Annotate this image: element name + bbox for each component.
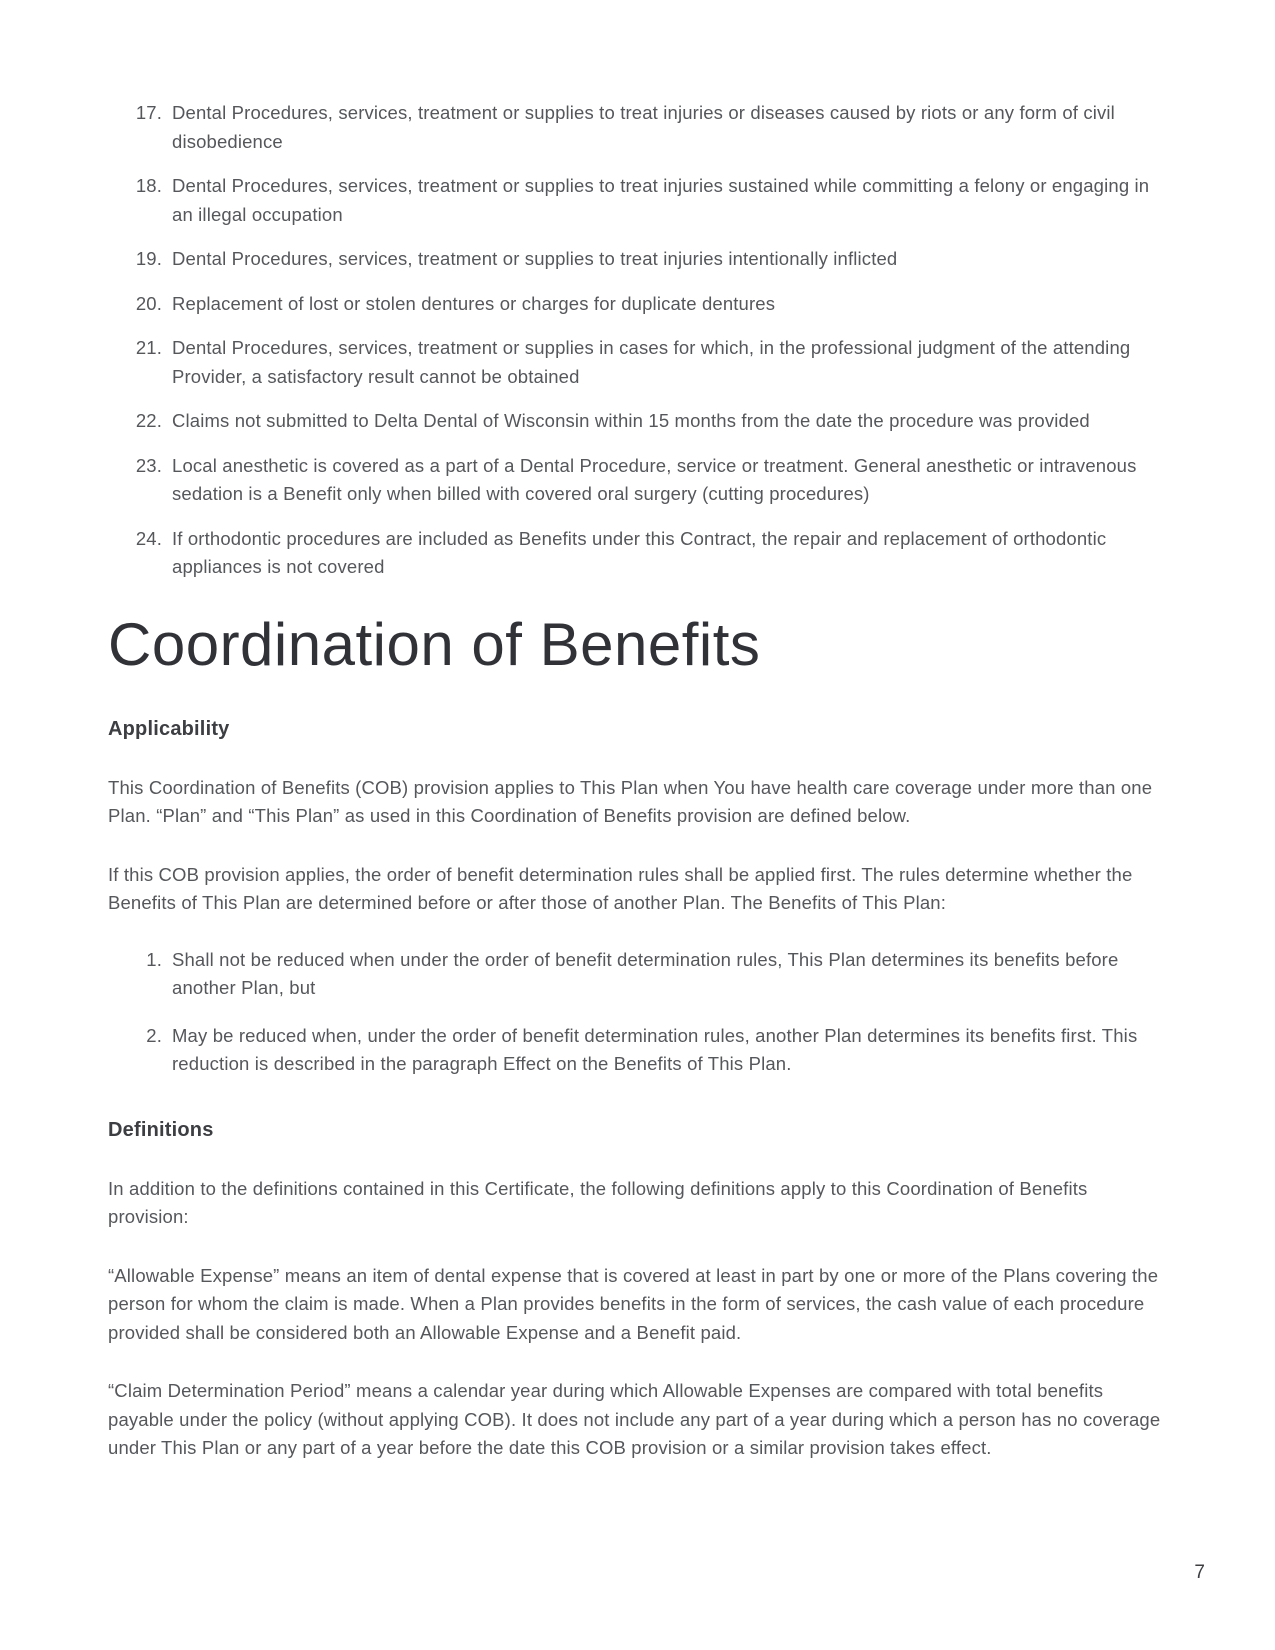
list-item (108, 245, 1167, 274)
list-item (108, 1022, 1167, 1079)
applicability-paragraph: This Coordination of Benefits (COB) provision applies to This Plan when You have health care coverage under more than one Plan. “Plan” and “This Plan” as used in this Coordination of Benefits provision are defined below. (108, 776, 1153, 826)
list-item (108, 290, 1167, 319)
list-item (108, 334, 1167, 391)
list-item-text: Dental Procedures, services, treatment or supplies to treat injuries intentionally inflicted (172, 248, 898, 269)
list-item (108, 172, 1167, 229)
list-item-text: If orthodontic procedures are included as Benefits under this Contract, the repair and replacement of orthodontic appliances is not covered (172, 527, 1107, 577)
list-item-text: Dental Procedures, services, treatment or supplies to treat injuries or diseases caused by riots or any form of civil disobedience (172, 102, 1115, 152)
definitions-paragraph: In addition to the definitions contained in this Certificate, the following definitions apply to this Coordination of Benefits provision: (108, 1177, 1088, 1227)
page-title: Coordination of Benefits (108, 610, 761, 678)
list-item-number: 17. (135, 102, 162, 123)
benefit-determination-list (108, 946, 1167, 1079)
list-item-text: Replacement of lost or stolen dentures or charges for duplicate dentures (172, 292, 776, 314)
list-item-number: 22. (135, 410, 162, 431)
list-item (108, 946, 1167, 1003)
list-item-text: Shall not be reduced when under the order of benefit determination rules, This Plan determines its benefits before another Plan, but (172, 948, 1119, 998)
list-item (108, 407, 1167, 436)
list-item (108, 452, 1167, 509)
applicability-paragraph: If this COB provision applies, the order of benefit determination rules shall be applied first. The rules determine whether the Benefits of This Plan are determined before or after those of another Plan. The Benefits of This Plan: (108, 863, 1133, 913)
list-item-number: 24. (135, 527, 162, 549)
list-item-text: Dental Procedures, services, treatment or supplies in cases for which, in the professional judgment of the attending Provider, a satisfactory result cannot be obtained (172, 337, 1131, 387)
applicability-heading: Applicability (108, 717, 230, 740)
definitions-paragraph: “Claim Determination Period” means a calendar year during which Allowable Expenses are compared with total benefits payable under the policy (without applying COB). It does not include any part of a year during which a person has no coverage under This Plan or any part of a year before the date this COB provision or a similar provision takes effect. (108, 1380, 1161, 1458)
list-item-number: 23. (135, 454, 162, 476)
exclusions-list (108, 99, 1167, 582)
list-item-text: Claims not submitted to Delta Dental of Wisconsin within 15 months from the date the procedure was provided (172, 410, 1090, 431)
list-item (108, 525, 1167, 582)
list-item-text: Dental Procedures, services, treatment or supplies to treat injuries sustained while committing a felony or engaging in an illegal occupation (172, 175, 1150, 225)
list-item-number: 1. (146, 948, 162, 970)
list-item (108, 99, 1167, 156)
page-number: 7 (1194, 1562, 1205, 1583)
definitions-paragraph: “Allowable Expense” means an item of dental expense that is covered at least in part by one or more of the Plans covering the person for whom the claim is made. When a Plan provides benefits in the form of services, the cash value of each procedure provided shall be considered both an Allowable Expense and a Benefit paid. (108, 1264, 1159, 1343)
list-item-text: Local anesthetic is covered as a part of a Dental Procedure, service or treatment. General anesthetic or intravenous sedation is a Benefit only when billed with covered oral surgery (cutting procedures) (172, 454, 1137, 504)
list-item-text: May be reduced when, under the order of benefit determination rules, another Plan determines its benefits first. This reduction is described in the paragraph Effect on the Benefits of This Plan. (172, 1024, 1138, 1074)
list-item-number: 20. (135, 292, 162, 314)
definitions-heading: Definitions (108, 1118, 214, 1141)
list-item-number: 19. (135, 248, 162, 269)
list-item-number: 2. (146, 1024, 162, 1046)
list-item-number: 18. (135, 175, 162, 196)
list-item-number: 21. (135, 337, 162, 358)
